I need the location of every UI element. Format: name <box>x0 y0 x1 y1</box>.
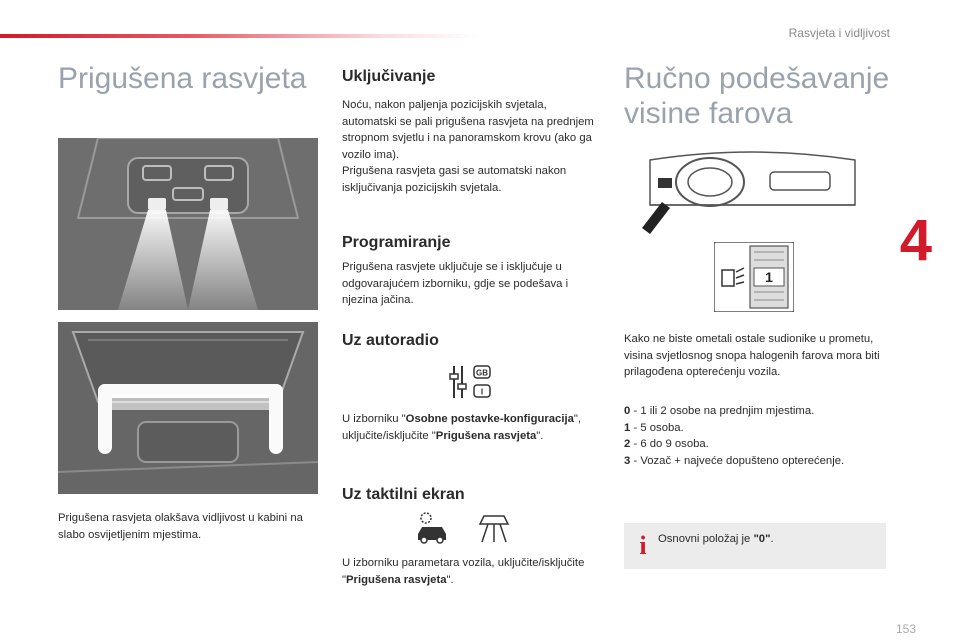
page-number: 153 <box>895 622 916 636</box>
switch-on-text <box>342 97 597 196</box>
info-text <box>658 533 774 545</box>
left-caption: Prigušena rasvjeta olakšava vidljivost u kabini na slabo osvijetljenim mjestima. <box>58 512 303 541</box>
touchscreen-text-prefix: U izborniku parametara vozila, uključite/isključite " <box>342 557 585 586</box>
headlight-adjustment-dial[interactable] <box>714 242 794 317</box>
position-item <box>624 403 894 420</box>
section-header: Rasvjeta i vidljivost <box>788 26 890 40</box>
top-accent-bar <box>0 34 480 38</box>
autoradio-settings-icon <box>448 364 496 405</box>
position-number: 2 <box>624 438 631 450</box>
info-suffix: . <box>770 533 774 545</box>
info-icon: i <box>639 531 647 560</box>
switch-on-text-1: Noću, nakon paljenja pozicijskih svjetala, automatski se pali prigušena rasvjeta na prednjem stropnom svjetlu i na panoramskom krovu (ako ga vozilo ima). <box>342 99 594 161</box>
position-number: 3 <box>624 454 631 467</box>
info-text-prefix: Osnovni položaj je <box>658 533 754 545</box>
headlight-intro: Kako ne biste ometali ostale sudionike u prometu, visina svjetlosnog snopa halogenih farova mora biti prilagođena opterećenju vozila. <box>624 333 880 378</box>
autoradio-text-suffix: ". <box>536 429 544 442</box>
left-title: Prigušena rasvjeta <box>58 62 307 95</box>
ambient-lighting-icon <box>476 510 512 551</box>
autoradio-icon-label-2: I <box>480 387 484 397</box>
heading-autoradio: Uz autoradio <box>342 332 439 349</box>
touchscreen-text-suffix: ". <box>446 573 454 586</box>
autoradio-text-mid: ", uključite/isključite " <box>342 413 582 442</box>
panoramic-roof-light-illustration <box>58 322 318 494</box>
vehicle-settings-icon <box>414 510 450 551</box>
position-number: 1 <box>624 421 631 434</box>
autoradio-text <box>342 411 600 444</box>
load-positions-list <box>624 403 894 469</box>
autoradio-option-name: Prigušena rasvjeta <box>435 429 537 442</box>
position-item <box>624 453 894 470</box>
heading-switch-on: Uključivanje <box>342 68 436 85</box>
heading-touchscreen: Uz taktilni ekran <box>342 486 465 503</box>
dashboard-illustration <box>640 150 865 240</box>
dial-position-label: 1 <box>765 269 773 285</box>
info-box <box>624 523 886 569</box>
autoradio-icon-label: GB <box>476 368 488 378</box>
touchscreen-text <box>342 555 600 588</box>
position-text: - 5 osoba. <box>630 421 684 434</box>
info-value: "0" <box>753 533 771 545</box>
position-text: - Vozač + najveće dopušteno opterećenje. <box>630 454 845 467</box>
right-title: Ručno podešavanje visine farova <box>624 62 890 130</box>
position-text: - 1 ili 2 osobe na prednjim mjestima. <box>630 405 815 417</box>
touchscreen-option-name: Prigušena rasvjeta <box>346 573 447 586</box>
position-text: - 6 do 9 osoba. <box>630 438 709 450</box>
heading-programming: Programiranje <box>342 234 451 251</box>
position-item <box>624 420 894 437</box>
autoradio-menu-name: Osobne postavke-konfiguracija <box>405 413 574 425</box>
front-ceiling-light-illustration <box>58 138 318 310</box>
position-item <box>624 436 894 453</box>
switch-on-text-2: Prigušena rasvjeta gasi se automatski nakon isključivanja pozicijskih svjetala. <box>342 165 567 194</box>
position-number: 0 <box>624 405 631 417</box>
chapter-number: 4 <box>899 208 932 273</box>
programming-text: Prigušena rasvjete uključuje se i isključuje u odgovarajućem izborniku, gdje se podešava i njezina jačina. <box>342 261 569 306</box>
autoradio-text-prefix: U izborniku " <box>342 413 406 425</box>
